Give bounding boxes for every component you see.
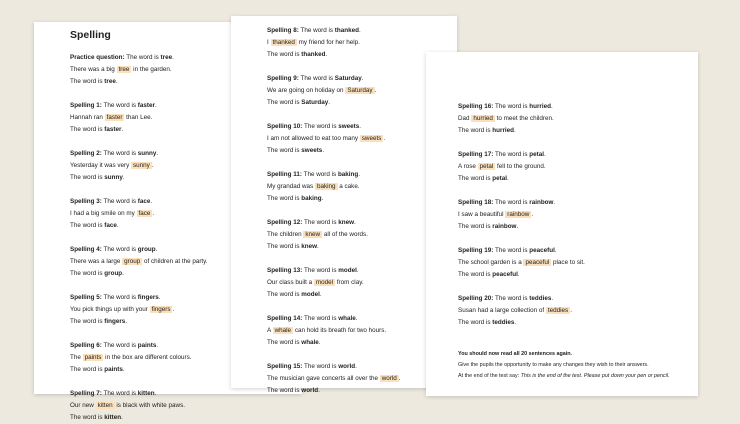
prompt-line: Spelling 9: The word is Saturday. bbox=[267, 75, 364, 82]
prompt-line: Spelling 18: The word is rainbow. bbox=[458, 199, 556, 206]
spelling-word: thanked bbox=[301, 51, 326, 58]
prompt-line: Spelling 1: The word is faster. bbox=[70, 102, 157, 109]
spelling-word: sweets bbox=[301, 147, 323, 154]
prompt-line: Spelling 11: The word is baking. bbox=[267, 171, 360, 178]
spelling-word: peaceful bbox=[529, 247, 555, 254]
spelling-label: Spelling 20: bbox=[458, 295, 494, 302]
highlighted-word: model bbox=[315, 279, 334, 286]
prompt-line: Spelling 17: The word is petal. bbox=[458, 151, 546, 158]
spelling-word: sweets bbox=[338, 123, 360, 130]
highlighted-word: Saturday bbox=[347, 87, 373, 94]
spellings-column-3 bbox=[458, 101, 698, 329]
highlighted-word: paints bbox=[84, 354, 102, 361]
prompt-line: Practice question: The word is tree. bbox=[70, 54, 174, 61]
spelling-word: knew bbox=[338, 219, 355, 226]
repeat-line: The word is knew. bbox=[267, 243, 319, 250]
spelling-word: hurried bbox=[492, 127, 514, 134]
page-two bbox=[231, 16, 457, 394]
highlighted-word: face bbox=[138, 210, 151, 217]
repeat-line: The word is model. bbox=[267, 291, 322, 298]
example-sentence: A rose petal fell to the ground. bbox=[458, 163, 546, 170]
prompt-line: Spelling 19: The word is peaceful. bbox=[458, 247, 557, 254]
repeat-line: The word is hurried. bbox=[458, 127, 516, 134]
example-sentence: I had a big smile on my face . bbox=[70, 210, 155, 217]
spelling-word: whale bbox=[338, 315, 356, 322]
highlighted-word: sweets bbox=[361, 135, 382, 142]
spelling-label: Spelling 10: bbox=[267, 123, 303, 130]
spelling-entry bbox=[458, 101, 698, 137]
spelling-word: thanked bbox=[334, 27, 359, 34]
spelling-word: Saturday bbox=[301, 99, 329, 106]
prompt-line: Spelling 2: The word is sunny. bbox=[70, 150, 159, 157]
highlighted-word: kitten bbox=[97, 402, 113, 409]
closing-line-1: Give the pupils the opportunity to make any changes they wish to their answers. bbox=[458, 362, 649, 368]
spelling-label: Spelling 6: bbox=[70, 342, 102, 349]
highlighted-word: petal bbox=[479, 163, 494, 170]
example-sentence: My grandad was baking a cake. bbox=[267, 183, 360, 190]
spelling-word: world bbox=[338, 363, 356, 370]
repeat-line: The word is Saturday. bbox=[267, 99, 330, 106]
spelling-label: Spelling 3: bbox=[70, 198, 102, 205]
highlighted-word: sunny bbox=[133, 162, 150, 169]
prompt-line: Spelling 3: The word is face. bbox=[70, 198, 153, 205]
spelling-entry bbox=[458, 245, 698, 281]
prompt-line: Spelling 10: The word is sweets. bbox=[267, 123, 362, 130]
example-sentence: The paints in the box are different colours. bbox=[70, 354, 192, 361]
example-sentence: I saw a beautiful rainbow . bbox=[458, 211, 534, 218]
spelling-word: baking bbox=[301, 195, 322, 202]
spelling-word: Saturday bbox=[334, 75, 362, 82]
document-title: Spelling bbox=[70, 29, 111, 41]
highlighted-word: teddies bbox=[547, 307, 569, 314]
highlighted-word: tree bbox=[118, 66, 130, 73]
spelling-word: peaceful bbox=[492, 271, 518, 278]
spelling-entry bbox=[458, 149, 698, 185]
prompt-line: Spelling 14: The word is whale. bbox=[267, 315, 358, 322]
example-sentence: There was a big tree in the garden. bbox=[70, 66, 172, 73]
spelling-label: Spelling 12: bbox=[267, 219, 303, 226]
spelling-word: teddies bbox=[492, 319, 515, 326]
spelling-label: Spelling 13: bbox=[267, 267, 303, 274]
spelling-word: paints bbox=[104, 366, 123, 373]
prompt-line: Spelling 8: The word is thanked. bbox=[267, 27, 361, 34]
spelling-word: teddies bbox=[529, 295, 552, 302]
spelling-word: model bbox=[338, 267, 357, 274]
spelling-label: Spelling 5: bbox=[70, 294, 102, 301]
repeat-line: The word is world. bbox=[267, 387, 320, 394]
spelling-word: face bbox=[104, 222, 117, 229]
repeat-line: The word is baking. bbox=[267, 195, 324, 202]
highlighted-word: fingers bbox=[151, 306, 171, 313]
spelling-label: Spelling 1: bbox=[70, 102, 102, 109]
highlighted-word: knew bbox=[305, 231, 321, 238]
prompt-line: Spelling 12: The word is knew. bbox=[267, 219, 356, 226]
example-sentence: Our new kitten is black with white paws. bbox=[70, 402, 185, 409]
page-three bbox=[426, 52, 698, 396]
example-sentence: The musician gave concerts all over the world . bbox=[267, 375, 401, 382]
spelling-word: faster bbox=[137, 102, 155, 109]
example-sentence: There was a large group of children at the party. bbox=[70, 258, 208, 265]
prompt-line: Spelling 15: The word is world. bbox=[267, 363, 357, 370]
spelling-word: sunny bbox=[137, 150, 157, 157]
highlighted-word: whale bbox=[274, 327, 292, 334]
spelling-word: model bbox=[301, 291, 320, 298]
spelling-label: Spelling 7: bbox=[70, 390, 102, 397]
spelling-word: baking bbox=[337, 171, 359, 178]
prompt-line: Spelling 5: The word is fingers. bbox=[70, 294, 161, 301]
spelling-word: sunny bbox=[104, 174, 123, 181]
repeat-line: The word is peaceful. bbox=[458, 271, 520, 278]
spelling-label: Spelling 19: bbox=[458, 247, 494, 254]
prompt-line: Spelling 16: The word is hurried. bbox=[458, 103, 553, 110]
spelling-entry bbox=[458, 293, 698, 329]
repeat-line: The word is paints. bbox=[70, 366, 125, 373]
spelling-word: fingers bbox=[104, 318, 126, 325]
example-sentence: Susan had a large collection of teddies . bbox=[458, 307, 572, 314]
repeat-line: The word is fingers. bbox=[70, 318, 128, 325]
spelling-word: tree bbox=[160, 54, 173, 61]
spelling-word: knew bbox=[301, 243, 318, 250]
example-sentence: A whale can hold its breath for two hours. bbox=[267, 327, 387, 334]
highlighted-word: world bbox=[381, 375, 397, 382]
spelling-word: hurried bbox=[529, 103, 551, 110]
example-sentence: Yesterday it was very sunny . bbox=[70, 162, 154, 169]
spelling-label: Spelling 9: bbox=[267, 75, 299, 82]
example-sentence: I thanked my friend for her help. bbox=[267, 39, 360, 46]
example-sentence: The school garden is a peaceful place to sit. bbox=[458, 259, 585, 266]
repeat-line: The word is sunny. bbox=[70, 174, 125, 181]
spelling-label: Spelling 15: bbox=[267, 363, 303, 370]
example-sentence: You pick things up with your fingers . bbox=[70, 306, 175, 313]
spelling-word: fingers bbox=[137, 294, 159, 301]
spelling-word: petal bbox=[492, 175, 507, 182]
highlighted-word: hurried bbox=[473, 115, 493, 122]
highlighted-word: rainbow bbox=[507, 211, 530, 218]
example-sentence: Hannah ran faster than Lee. bbox=[70, 114, 153, 121]
prompt-line: Spelling 6: The word is paints. bbox=[70, 342, 159, 349]
repeat-line: The word is rainbow. bbox=[458, 223, 519, 230]
repeat-line: The word is whale. bbox=[267, 339, 321, 346]
spelling-label: Spelling 11: bbox=[267, 171, 302, 178]
spelling-word: petal bbox=[529, 151, 544, 158]
closing-heading: You should now read all 20 sentences again. bbox=[458, 351, 573, 357]
spelling-word: rainbow bbox=[492, 223, 517, 230]
example-sentence: Our class built a model from clay. bbox=[267, 279, 364, 286]
spelling-entry bbox=[458, 197, 698, 233]
repeat-line: The word is teddies. bbox=[458, 319, 517, 326]
spelling-label: Spelling 16: bbox=[458, 103, 494, 110]
example-sentence: I am not allowed to eat too many sweets . bbox=[267, 135, 386, 142]
spelling-word: group bbox=[137, 246, 156, 253]
spelling-label: Spelling 18: bbox=[458, 199, 494, 206]
prompt-line: Spelling 7: The word is kitten. bbox=[70, 390, 157, 397]
highlighted-word: thanked bbox=[272, 39, 295, 46]
example-sentence: We are going on holiday on Saturday . bbox=[267, 87, 377, 94]
spelling-word: group bbox=[104, 270, 123, 277]
repeat-line: The word is thanked. bbox=[267, 51, 328, 58]
prompt-line: Spelling 20: The word is teddies. bbox=[458, 295, 554, 302]
spelling-word: face bbox=[137, 198, 151, 205]
highlighted-word: group bbox=[124, 258, 141, 265]
highlighted-word: baking bbox=[316, 183, 336, 190]
repeat-line: The word is group. bbox=[70, 270, 124, 277]
spelling-label: Spelling 17: bbox=[458, 151, 494, 158]
closing-quote: This is the end of the test. Please put down your pen or pencil. bbox=[520, 373, 670, 379]
repeat-line: The word is tree. bbox=[70, 78, 118, 85]
spelling-label: Spelling 8: bbox=[267, 27, 299, 34]
practice-label: Practice question: bbox=[70, 54, 125, 61]
spelling-label: Spelling 4: bbox=[70, 246, 102, 253]
example-sentence: The children knew all of the words. bbox=[267, 231, 368, 238]
highlighted-word: peaceful bbox=[525, 259, 550, 266]
spelling-label: Spelling 14: bbox=[267, 315, 303, 322]
repeat-line: The word is kitten. bbox=[70, 414, 123, 421]
spelling-label: Spelling 2: bbox=[70, 150, 102, 157]
repeat-line: The word is face. bbox=[70, 222, 119, 229]
example-sentence: Dad hurried to meet the children. bbox=[458, 115, 554, 122]
highlighted-word: faster bbox=[106, 114, 123, 121]
closing-instructions bbox=[458, 349, 698, 382]
repeat-line: The word is sweets. bbox=[267, 147, 325, 154]
spelling-word: kitten bbox=[137, 390, 155, 397]
prompt-line: Spelling 13: The word is model. bbox=[267, 267, 359, 274]
repeat-line: The word is petal. bbox=[458, 175, 509, 182]
repeat-line: The word is faster. bbox=[70, 126, 124, 133]
spelling-word: faster bbox=[104, 126, 122, 133]
spelling-word: paints bbox=[137, 342, 157, 349]
spelling-word: rainbow bbox=[529, 199, 554, 206]
closing-line-2: At the end of the test say: This is the end of the test. Please put down your pen or pencil. bbox=[458, 373, 670, 379]
prompt-line: Spelling 4: The word is group. bbox=[70, 246, 158, 253]
spelling-word: whale bbox=[301, 339, 319, 346]
spelling-word: world bbox=[301, 387, 319, 394]
spelling-word: kitten bbox=[104, 414, 122, 421]
